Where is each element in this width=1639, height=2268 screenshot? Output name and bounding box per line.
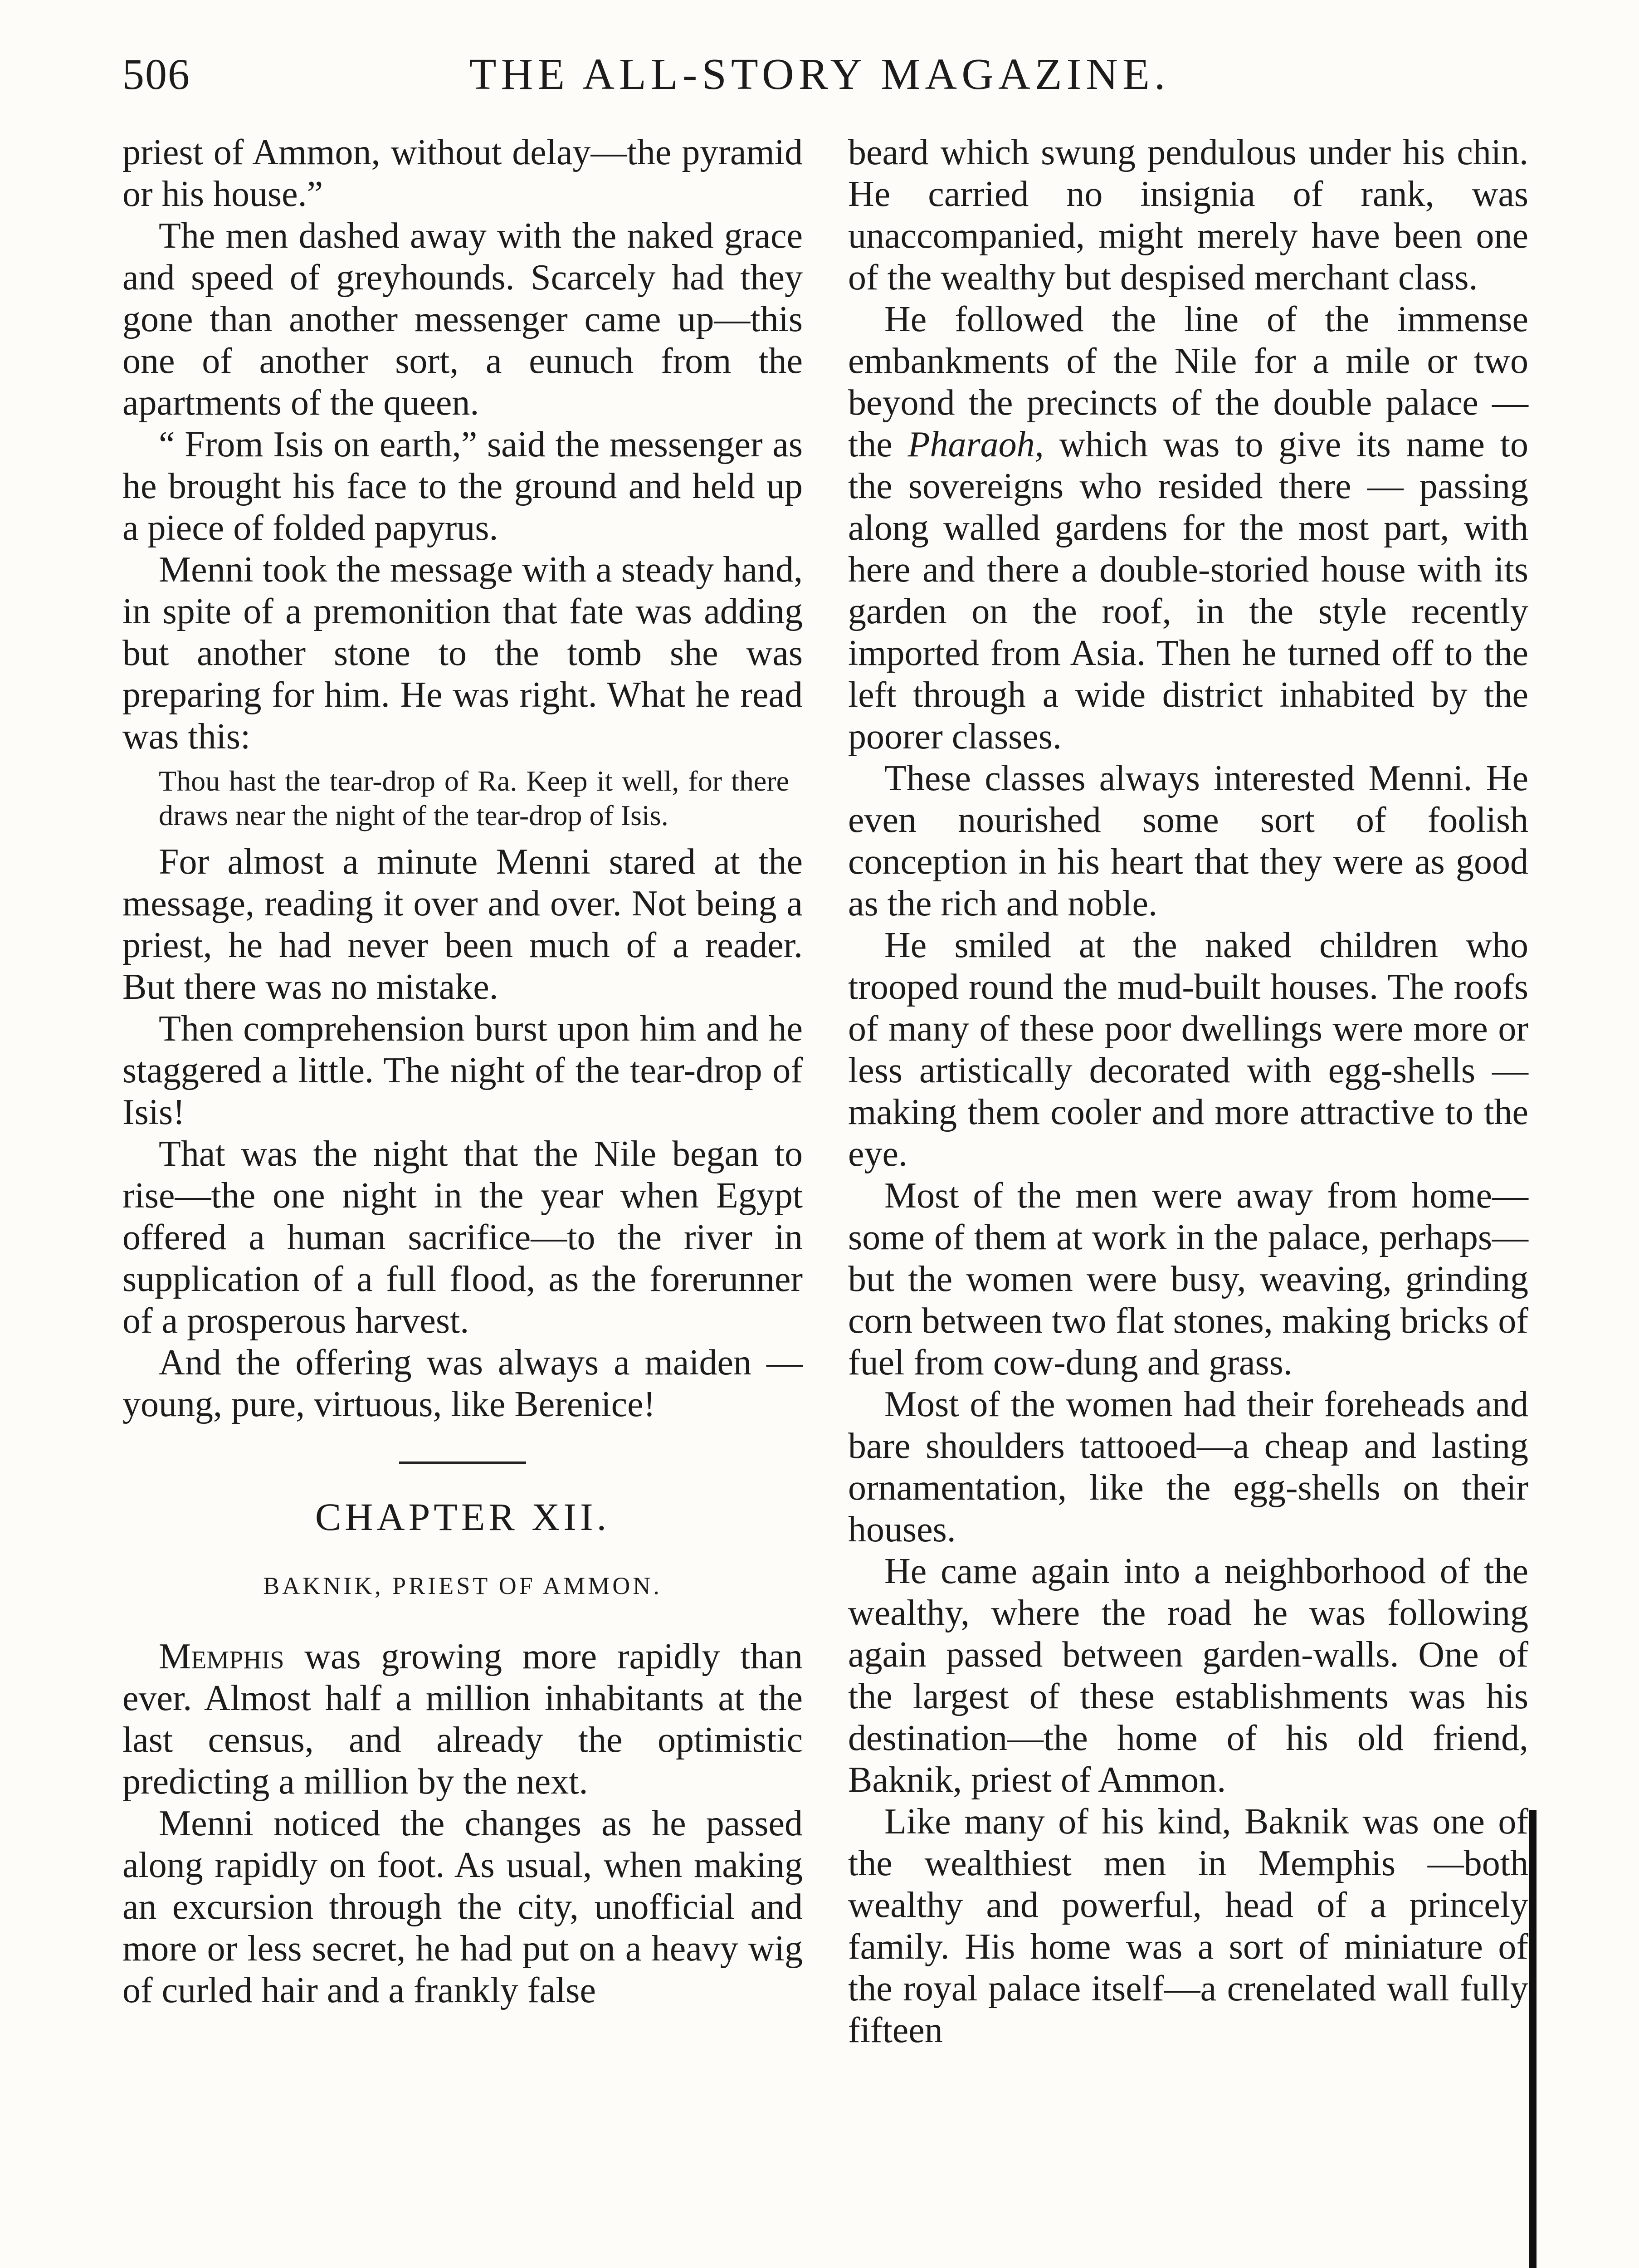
- chapter-opening-paragraph: [122, 1636, 803, 1803]
- paragraph: These classes always interested Menni. He even nourished some sort of foolish conception in his heart that they were as good as the rich and noble.: [848, 758, 1528, 924]
- paragraph: Menni took the message with a steady hand, in spite of a premonition that fate was adding but another stone to the tomb she was preparing for him. He was right. What he read was this:: [122, 550, 803, 757]
- paragraph-text: which was to give its name to the sovereigns who resided there — passing along walled gardens for the most part, with here and there a double-storied house with its garden on the roof, in the style recently imported from Asia. Then he turned off to the left through a wide district inhabited by the poorer classes.: [848, 425, 1529, 757]
- papyrus-message-quote: Thou hast the tear-drop of Ra. Keep it well, for there draws near the night of the tear-drop of Isis.: [159, 765, 789, 831]
- paragraph: Like many of his kind, Baknik was one of the wealthiest men in Memphis —both wealthy and powerful, head of a princely family. His home was a sort of miniature of the royal palace itself—a crenelated wall fully fifteen: [848, 1802, 1528, 2050]
- chapter-subtitle: BAKNIK, PRIEST OF AMMON.: [263, 1572, 662, 1599]
- paragraph: Most of the men were away from home—some of them at work in the palace, perhaps—but the women were busy, weaving, grinding corn between two flat stones, making bricks of fuel from cow-dung and grass.: [848, 1176, 1528, 1383]
- right-column: [848, 132, 1528, 2051]
- running-title: THE ALL-STORY MAGAZINE.: [469, 50, 1170, 99]
- paragraph: priest of Ammon, without delay—the pyramid or his house.”: [122, 132, 803, 214]
- section-divider: [399, 1461, 526, 1464]
- paragraph: He came again into a neighborhood of the wealthy, where the road he was following again passed between garden-walls. One of the largest of these establishments was his destination—the home of his old friend, Baknik, priest of Ammon.: [848, 1551, 1528, 1800]
- paragraph: beard which swung pendulous under his chin. He carried no insignia of rank, was unaccompanied, might merely have been one of the wealthy but despised merchant class.: [848, 132, 1528, 298]
- paragraph-text: was growing more rapidly than ever. Almost half a million inhabitants at the last census, and already the optimistic predicting a million by the next.: [122, 1637, 803, 1802]
- paragraph: [848, 298, 1528, 758]
- paragraph: Menni noticed the changes as he passed along rapidly on foot. As usual, when making an excursion through the city, unofficial and more or less secret, he had put on a heavy wig of curled hair and a frankly false: [122, 1804, 803, 2010]
- paragraph-text: He followed the line of the immense embankments of the Nile for a mile or two beyond the precincts of the double palace — the: [848, 299, 1528, 464]
- italic-term: Pharaoh,: [907, 425, 1044, 464]
- paragraph: The men dashed away with the naked grace and speed of greyhounds. Scarcely had they gone than another messenger came up—this one of another sort, a eunuch from the apartments of the queen.: [122, 216, 803, 423]
- page-header: [0, 49, 1639, 117]
- paragraph: Most of the women had their foreheads and bare shoulders tattooed—a cheap and lasting ornamentation, like the egg-shells on their houses.: [848, 1384, 1528, 1549]
- chapter-heading: CHAPTER XII.: [315, 1495, 610, 1539]
- paragraph: Then comprehension burst upon him and he staggered a little. The night of the tear-drop of Isis!: [122, 1009, 803, 1132]
- paragraph: He smiled at the naked children who trooped round the mud-built houses. The roofs of many of these poor dwellings were more or less artistically decorated with egg-shells — making them cooler and more attractive to the eye.: [848, 925, 1528, 1174]
- paragraph: And the offering was always a maiden — young, pure, virtuous, like Berenice!: [122, 1343, 803, 1424]
- paragraph: That was the night that the Nile began to rise—the one night in the year when Egypt offered a human sacrifice—to the river in supplication of a full flood, as the forerunner of a prosperous harvest.: [122, 1134, 803, 1341]
- opening-word: Memphis: [159, 1637, 284, 1677]
- page-number: 506: [122, 50, 190, 98]
- paragraph: For almost a minute Menni stared at the message, reading it over and over. Not being a priest, he had never been much of a reader. But there was no mistake.: [122, 842, 803, 1007]
- paragraph: “ From Isis on earth,” said the messenger as he brought his face to the ground and held up a piece of folded papyrus.: [122, 425, 803, 548]
- scan-edge-bar: [1529, 1810, 1537, 2268]
- left-column: [122, 132, 803, 2011]
